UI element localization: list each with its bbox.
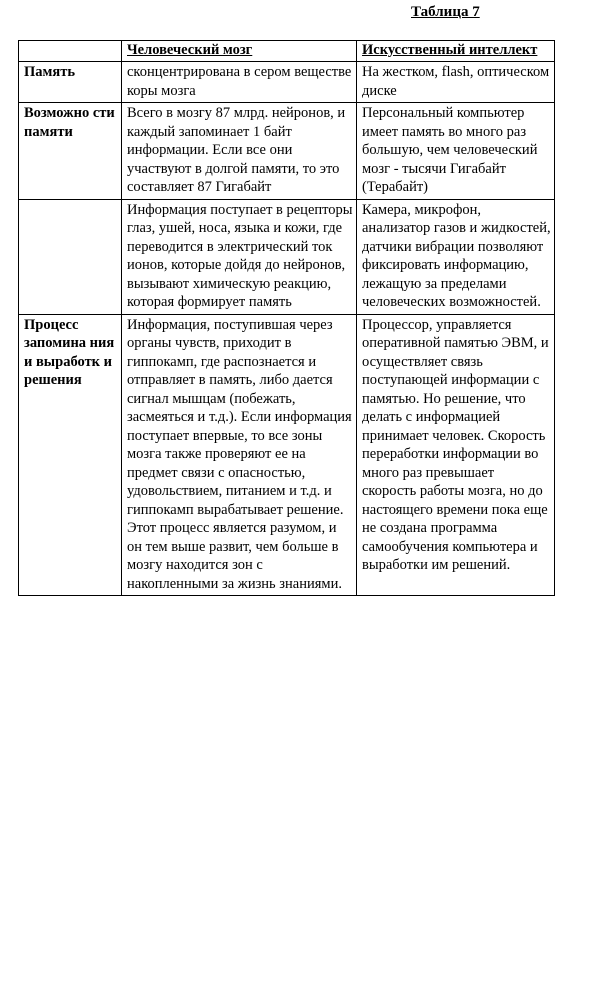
cell-ai-perception: Камера, микрофон, анализатор газов и жидкостей, датчики вибрации позволяют фиксировать информацию, лежащую за пределами человеческих возможностей.	[357, 199, 555, 314]
cell-human-decision-process: Информация, поступившая через органы чувств, приходит в гиппокамп, где распознается и отправляет в память, либо дается сигнал мышцам (побежать, засмеяться и т.д.). Если информация поступает впервые, то все зоны мозга также проверяют ее на предмет связи с опасностью, удовольствием, питанием и т.д. и гиппокамп вырабатывает решение. Этот процесс является разумом, и он тем выше развит, чем больше в мозгу находится зон с накопленными за жизнь знаниями.	[122, 314, 357, 596]
row-label-memory: Память	[19, 62, 122, 103]
cell-human-memory-capacity: Всего в мозгу 87 млрд. нейронов, и каждый запоминает 1 байт информации. Если все они участвуют в долгой памяти, то это составляет 87 Гигабайт	[122, 103, 357, 200]
comparison-table	[18, 40, 555, 596]
table-row	[19, 62, 555, 103]
header-human-brain: Человеческий мозг	[122, 41, 357, 62]
row-label-memory-capacity: Возможно сти памяти	[19, 103, 122, 200]
table-caption: Таблица 7	[411, 4, 480, 20]
table-row	[19, 314, 555, 596]
header-artificial-intelligence: Искусственный интеллект	[357, 41, 555, 62]
table-row	[19, 103, 555, 200]
row-label-empty	[19, 199, 122, 314]
cell-human-perception: Информация поступает в рецепторы глаз, ушей, носа, языка и кожи, где переводится в электрический ток ионов, которые дойдя до нейронов, вызывают химическую реакцию, которая формирует память	[122, 199, 357, 314]
cell-ai-memory-capacity: Персональный компьютер имеет память во много раз большую, чем человеческий мозг - тысячи Гигабайт (Терабайт)	[357, 103, 555, 200]
row-label-decision-process: Процесс запомина ния и выработк и решения	[19, 314, 122, 596]
cell-ai-decision-process: Процессор, управляется оперативной памятью ЭВМ, и осуществляет связь поступающей информации с памятью. Но решение, что делать с информацией принимает человек. Скорость переработки информации во много раз превышает скорость работы мозга, но до настоящего времени пока еще не создана программа самообучения компьютера и выработки им решений.	[357, 314, 555, 596]
header-cell-empty	[19, 41, 122, 62]
table-header-row	[19, 41, 555, 62]
cell-human-memory: сконцентрирована в сером веществе коры мозга	[122, 62, 357, 103]
table-row	[19, 199, 555, 314]
cell-ai-memory: На жестком, flash, оптическом диске	[357, 62, 555, 103]
